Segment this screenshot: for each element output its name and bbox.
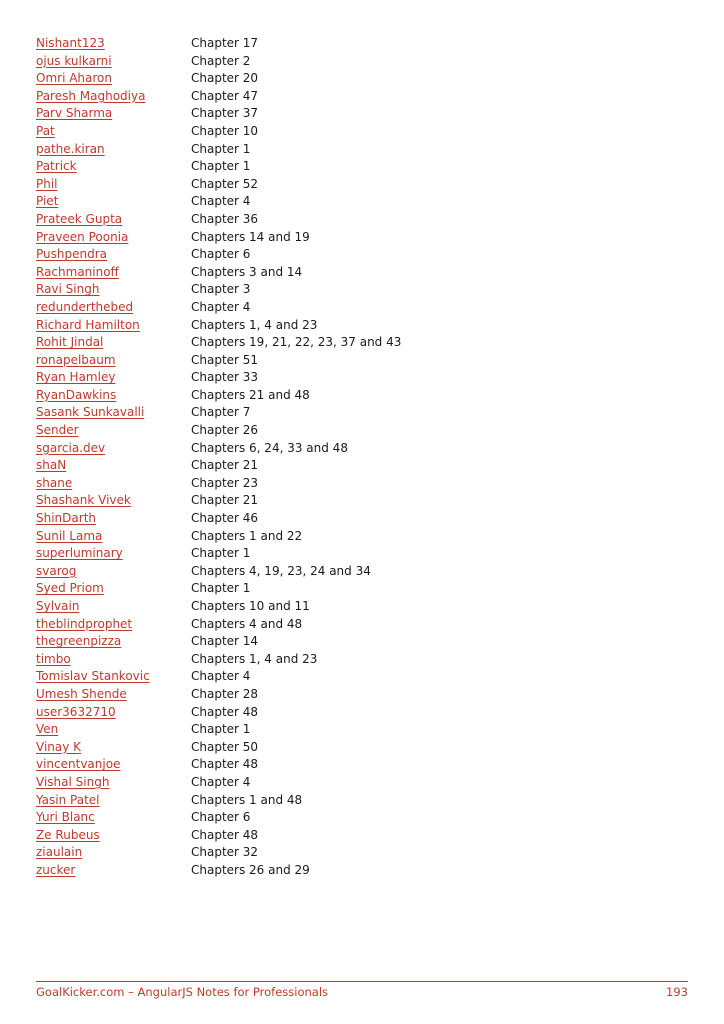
contributor-chapters: Chapter 48 — [191, 827, 259, 842]
contributor-chapters: Chapter 3 — [191, 282, 251, 297]
contributor-chapters: Chapters 3 and 14 — [191, 264, 303, 279]
contributor-chapters: Chapters 1, 4 and 23 — [191, 317, 318, 332]
footer-divider — [36, 981, 688, 982]
contributor-chapters: Chapter 4 — [191, 774, 251, 789]
contributor-chapters: Chapters 21 and 48 — [191, 387, 310, 402]
contributor-chapters: Chapter 1 — [191, 722, 251, 737]
contributor-row — [36, 404, 596, 422]
contributor-chapters: Chapter 33 — [191, 370, 259, 385]
contributor-row — [36, 580, 596, 598]
contributor-row — [36, 369, 596, 387]
contributor-chapters: Chapter 51 — [191, 352, 259, 367]
contributor-chapters: Chapter 46 — [191, 511, 259, 526]
contributor-chapters: Chapters 1 and 48 — [191, 792, 303, 807]
footer-text: GoalKicker.com – AngularJS Notes for Professionals — [36, 985, 329, 999]
contributor-name-link[interactable]: timbo — [36, 651, 71, 666]
contributor-name-link[interactable]: Patrick — [36, 159, 77, 174]
contributor-chapters: Chapters 6, 24, 33 and 48 — [191, 440, 348, 455]
contributor-row — [36, 545, 596, 563]
contributor-row — [36, 141, 596, 159]
contributor-chapters: Chapter 21 — [191, 458, 259, 473]
contributor-chapters: Chapter 7 — [191, 405, 251, 420]
contributor-chapters: Chapters 1, 4 and 23 — [191, 651, 318, 666]
contributor-chapters: Chapter 52 — [191, 176, 259, 191]
contributor-name-link[interactable]: Piet — [36, 194, 59, 209]
contributor-row — [36, 809, 596, 827]
contributor-row — [36, 792, 596, 810]
contributor-chapters: Chapter 48 — [191, 704, 259, 719]
contributor-name-link[interactable]: redunderthebed — [36, 299, 134, 314]
contributor-name-link[interactable]: Pushpendra — [36, 247, 107, 262]
contributor-row — [36, 475, 596, 493]
contributor-chapters: Chapter 21 — [191, 493, 259, 508]
contributor-chapters: Chapter 1 — [191, 141, 251, 156]
contributor-row — [36, 668, 596, 686]
contributor-name-link[interactable]: Sasank Sunkavalli — [36, 405, 145, 420]
contributor-chapters: Chapter 4 — [191, 299, 251, 314]
contributor-name-link[interactable]: Vinay K — [36, 739, 82, 754]
contributor-name-link[interactable]: Prateek Gupta — [36, 211, 123, 226]
contributor-row — [36, 281, 596, 299]
contributor-chapters: Chapter 37 — [191, 106, 259, 121]
page-number: 193 — [666, 985, 688, 999]
contributor-name-link[interactable]: svarog — [36, 563, 77, 578]
contributor-row — [36, 739, 596, 757]
contributor-name-link[interactable]: Omri Aharon — [36, 71, 113, 86]
contributor-row — [36, 492, 596, 510]
contributor-name-link[interactable]: ziaulain — [36, 845, 83, 860]
contributor-name-link[interactable]: Sylvain — [36, 599, 80, 613]
contributor-row — [36, 756, 596, 774]
contributor-name-link[interactable]: Parv Sharma — [36, 106, 113, 121]
contributor-chapters: Chapter 20 — [191, 71, 259, 86]
contributor-chapters: Chapter 10 — [191, 123, 259, 138]
contributor-chapters: Chapter 2 — [191, 53, 251, 68]
contributor-row — [36, 193, 596, 211]
contributor-row — [36, 528, 596, 546]
contributor-name-link[interactable]: Phil — [36, 176, 58, 191]
contributor-chapters: Chapter 50 — [191, 739, 259, 754]
contributor-name-link[interactable]: Ravi Singh — [36, 282, 100, 297]
contributor-name-link[interactable]: Vishal Singh — [36, 774, 110, 789]
contributor-name-link[interactable]: RyanDawkins — [36, 387, 117, 402]
contributor-name-link[interactable]: ronapelbaum — [36, 352, 116, 367]
contributor-chapters: Chapter 14 — [191, 634, 259, 649]
contributor-row — [36, 598, 596, 616]
contributor-name-link[interactable]: Richard Hamilton — [36, 317, 140, 332]
contributor-row — [36, 317, 596, 335]
contributor-chapters: Chapter 4 — [191, 194, 251, 209]
contributor-chapters: Chapters 14 and 19 — [191, 229, 310, 244]
contributor-name-link[interactable]: Sender — [36, 423, 79, 438]
contributor-row — [36, 211, 596, 229]
contributor-row — [36, 53, 596, 71]
contributor-chapters: Chapter 23 — [191, 475, 259, 490]
contributor-name-link[interactable]: Shashank Vivek — [36, 493, 131, 508]
contributor-name-link[interactable]: Pat — [36, 123, 55, 138]
contributor-row — [36, 70, 596, 88]
contributor-chapters: Chapters 10 and 11 — [191, 599, 310, 613]
contributor-name-link[interactable]: superluminary — [36, 546, 123, 561]
contributor-row — [36, 176, 596, 194]
contributor-row — [36, 774, 596, 792]
contributor-chapters: Chapters 4, 19, 23, 24 and 34 — [191, 563, 371, 578]
contributor-name-link[interactable]: theblindprophet — [36, 616, 133, 631]
contributor-row — [36, 686, 596, 704]
contributor-name-link[interactable]: Ven — [36, 722, 59, 737]
contributor-chapters: Chapters 1 and 22 — [191, 528, 303, 543]
contributor-chapters: Chapters 19, 21, 22, 23, 37 and 43 — [191, 335, 402, 350]
contributor-chapters: Chapter 26 — [191, 423, 259, 438]
contributor-row — [36, 123, 596, 141]
contributor-name-link[interactable]: shaN — [36, 458, 67, 473]
contributor-name-link[interactable]: Rohit Jindal — [36, 335, 104, 350]
contributor-row — [36, 721, 596, 739]
contributor-row — [36, 827, 596, 845]
contributor-chapters: Chapter 32 — [191, 845, 259, 860]
contributor-chapters: Chapter 4 — [191, 669, 251, 684]
contributor-row — [36, 457, 596, 475]
contributor-chapters: Chapter 48 — [191, 757, 259, 772]
contributor-name-link[interactable]: Yuri Blanc — [36, 810, 95, 825]
contributor-row — [36, 563, 596, 581]
contributor-row — [36, 633, 596, 651]
contributor-chapters: Chapter 6 — [191, 810, 251, 825]
contributor-chapters: Chapter 36 — [191, 211, 259, 226]
contributor-row — [36, 862, 596, 880]
contributor-name-link[interactable]: pathe.kiran — [36, 141, 105, 156]
contributor-chapters: Chapters 4 and 48 — [191, 616, 303, 631]
contributor-name-link[interactable]: zucker — [36, 862, 76, 877]
contributor-chapters: Chapter 1 — [191, 581, 251, 596]
contributor-name-link[interactable]: Sunil Lama — [36, 528, 103, 543]
contributor-chapters: Chapter 17 — [191, 36, 259, 50]
contributor-name-link[interactable]: Umesh Shende — [36, 686, 127, 701]
contributor-row — [36, 35, 596, 53]
contributor-row — [36, 158, 596, 176]
contributor-row — [36, 105, 596, 123]
contributor-row — [36, 264, 596, 282]
contributor-chapters: Chapter 1 — [191, 159, 251, 174]
contributor-row — [36, 387, 596, 405]
contributor-name-link[interactable]: Syed Priom — [36, 581, 104, 596]
contributor-name-link[interactable]: Rachmaninoff — [36, 264, 119, 279]
contributor-row — [36, 246, 596, 264]
contributor-name-link[interactable]: ojus kulkarni — [36, 53, 112, 68]
contributor-name-link[interactable]: Ryan Hamley — [36, 370, 116, 385]
contributor-row — [36, 88, 596, 106]
contributor-chapters: Chapter 6 — [191, 247, 251, 262]
contributor-row — [36, 229, 596, 247]
contributor-name-link[interactable]: Nishant123 — [36, 36, 105, 50]
contributor-row — [36, 352, 596, 370]
contributor-chapters: Chapter 28 — [191, 686, 259, 701]
contributor-name-link[interactable]: Yasin Patel — [36, 792, 100, 807]
contributor-row — [36, 299, 596, 317]
contributor-row — [36, 704, 596, 722]
contributor-name-link[interactable]: user3632710 — [36, 704, 116, 719]
contributor-name-link[interactable]: Praveen Poonia — [36, 229, 129, 244]
contributor-row — [36, 651, 596, 669]
contributor-row — [36, 844, 596, 862]
contributor-chapters: Chapter 1 — [191, 546, 251, 561]
contributor-chapters: Chapter 47 — [191, 88, 259, 103]
contributor-name-link[interactable]: vincentvanjoe — [36, 757, 121, 772]
contributor-name-link[interactable]: ShinDarth — [36, 511, 96, 526]
contributor-name-link[interactable]: Paresh Maghodiya — [36, 88, 146, 103]
contributor-row — [36, 616, 596, 634]
contributor-name-link[interactable]: thegreenpizza — [36, 634, 122, 649]
contributor-chapters: Chapters 26 and 29 — [191, 862, 310, 877]
contributor-list — [36, 35, 596, 880]
contributor-row — [36, 510, 596, 528]
contributor-name-link[interactable]: shane — [36, 475, 73, 490]
contributor-name-link[interactable]: Tomislav Stankovic — [36, 669, 150, 684]
contributor-row — [36, 422, 596, 440]
contributor-name-link[interactable]: sgarcia.dev — [36, 440, 106, 455]
contributor-name-link[interactable]: Ze Rubeus — [36, 827, 100, 842]
contributor-row — [36, 334, 596, 352]
contributor-row — [36, 440, 596, 458]
